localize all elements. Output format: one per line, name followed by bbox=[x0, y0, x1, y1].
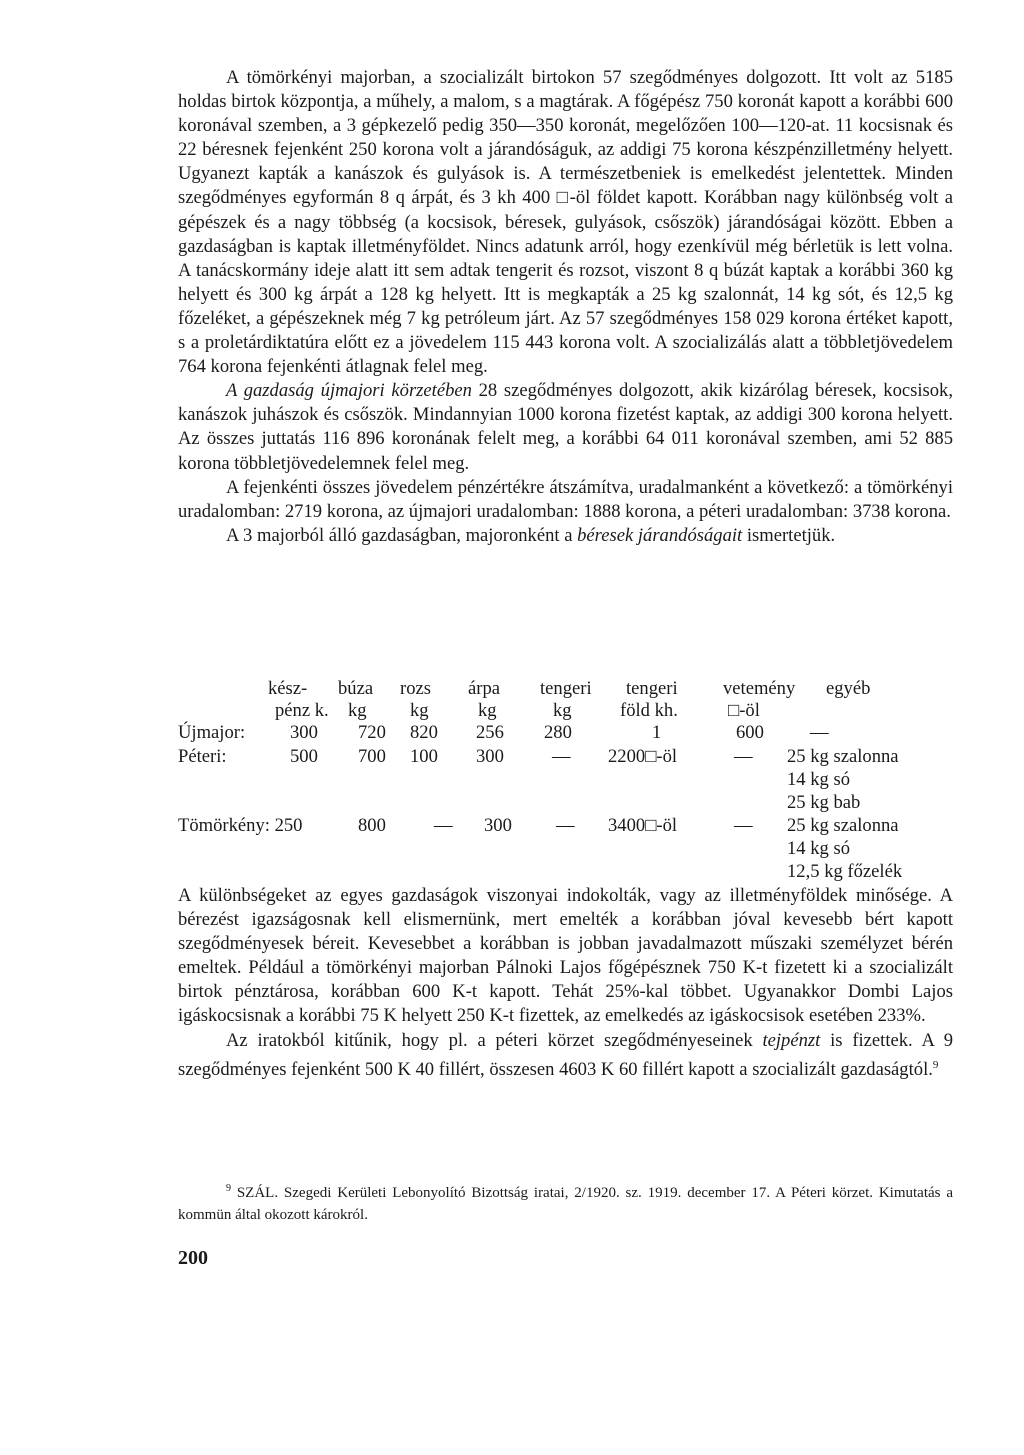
table-header: rozs bbox=[400, 678, 431, 699]
table-cell-extra: 14 kg só bbox=[787, 769, 851, 790]
table-cell: — bbox=[734, 746, 753, 767]
table-row-label: Újmajor: bbox=[178, 722, 246, 743]
table-cell: 700 bbox=[358, 746, 386, 767]
table-header: tengeri bbox=[626, 678, 678, 699]
table-header: vetemény bbox=[723, 678, 796, 699]
table-header: kész- bbox=[268, 678, 308, 699]
table-header: kg bbox=[553, 700, 572, 721]
table-cell: 500 bbox=[290, 746, 318, 767]
table-cell: 800 bbox=[358, 815, 386, 836]
footnote-mark: 9 bbox=[226, 1183, 231, 1194]
table-header: kg bbox=[478, 700, 497, 721]
main-text-continued bbox=[178, 884, 953, 1082]
table-cell: 256 bbox=[476, 722, 504, 743]
table-cell: 25 kg szalonna bbox=[787, 746, 899, 767]
table-cell: 280 bbox=[544, 722, 572, 743]
table-cell: 100 bbox=[410, 746, 438, 767]
main-text bbox=[178, 66, 953, 548]
table-cell-extra: 25 kg bab bbox=[787, 792, 861, 813]
paragraph-milk-money: Az iratokból kitűnik, hogy pl. a péteri körzet szegődményeseinek tejpénzt is fizettek. A 9 szegődményes fejenként 500 K 40 fillért, összesen 4603 K 60 fillért kapott a szocializált gazdaságtól.$^9$ bbox=[178, 1029, 953, 1080]
table-cell: 720 bbox=[358, 722, 386, 743]
table-row-label: Tömörkény: 250 bbox=[178, 815, 303, 836]
table-header: kg bbox=[410, 700, 429, 721]
footnote bbox=[178, 1178, 953, 1226]
table-header: □-öl bbox=[728, 700, 760, 721]
table-header: kg bbox=[348, 700, 367, 721]
page-number: 200 bbox=[178, 1247, 208, 1269]
table-cell: 300 bbox=[484, 815, 512, 836]
paragraph-differences: A különbségeket az egyes gazdaságok viszonyai indokolták, vagy az illetményföldek minősége. A bérezést igazságosnak kell elismernünk, mert emelték a korábban jóval kevesebb bért kapott szegődményesek béreit. Kevesebbet a korábban is jobban javadalmazott műszaki személyzet bérén emeltek. Például a tömörkényi majorban Pálnoki Lajos főgépésznek 750 K-t fizetett ki a szocializált birtok pénztárosa, korábban 600 K-t kapott. Tehát 25%-kal többet. Ugyanakkor Dombi Lajos igáskocsisnak a korábbi 75 K helyett 250 K-t fizettek, az emelkedés az igáskocsisok esetében 233%. bbox=[178, 885, 953, 1027]
table-cell: — bbox=[734, 815, 753, 836]
table-cell: 600 bbox=[736, 722, 764, 743]
table-header: tengeri bbox=[540, 678, 592, 699]
table-cell-extra: 14 kg só bbox=[787, 838, 851, 859]
table-cell-extra: 12,5 kg főzelék bbox=[787, 861, 903, 882]
table-row-label: Péteri: bbox=[178, 746, 227, 767]
table-cell: 3400□-öl bbox=[608, 815, 678, 836]
table-cell: 300 bbox=[290, 722, 318, 743]
table-cell: 300 bbox=[476, 746, 504, 767]
table-cell: — bbox=[556, 815, 575, 836]
table-cell: 820 bbox=[410, 722, 438, 743]
paragraph-tomorkeny: A tömörkényi majorban, a szocializált birtokon 57 szegődményes dolgozott. Itt volt az 5185 holdas birtok központja, a műhely, a malom, s a magtárak. A főgépész 750 koronát kapott a korábbi 600 koronával szemben, a 3 gépkezelő pedig 350—350 koronát, megelőzően 100—120-at. 11 kocsisnak és 22 béresnek fejenként 250 korona volt a járandóságuk, az addigi 75 korona készpénzilletmény helyett. Ugyanezt kapták a kanászok és gulyások is. A természetbeniek is emelkedést jelentettek. Minden szegődményes egyformán 8 q árpát, és 3 kh 400 □-öl földet kapott. Korábban nagy különbség volt a gépészek és a nagy többség (a kocsisok, béresek, gulyások, csőszök) járandóságai között. Ebben a gazdaságban is kaptak illetményföldet. Nincs adatunk arról, hogy ezenkívül még bérletük is lett volna. A tanácskormány ideje alatt itt sem adtak tengerit és rozsot, viszont 8 q búzát kaptak a korábbi 360 kg helyett és 300 kg árpát a 128 kg helyett. Itt is megkapták a 25 kg szalonnát, 14 kg sót, és 12,5 kg főzeléket, a gépészeknek még 7 kg petróleum járt. Az 57 szegődményes 158 029 korona értéket kapott, s a proletárdiktatúra előtt ez a jövedelem 115 443 korona volt. A szocializálás alatt a többletjövedelem 764 korona fejenkénti átlagnak felel meg. bbox=[178, 67, 953, 378]
table-cell: 2200□-öl bbox=[608, 746, 678, 767]
table-header: pénz k. bbox=[275, 700, 329, 721]
table-cell: — bbox=[552, 746, 571, 767]
table-header: egyéb bbox=[826, 678, 871, 699]
italic-phrase: tejpénzt bbox=[762, 1029, 821, 1051]
table-cell: 1 bbox=[652, 722, 662, 743]
table-header: búza bbox=[338, 678, 374, 699]
wage-table bbox=[178, 678, 953, 883]
italic-phrase: béresek járandóságait bbox=[577, 524, 743, 546]
paragraph-table-intro: A 3 majorból álló gazdaságban, majoronként a béresek járandóságait ismertetjük. bbox=[226, 524, 836, 546]
footnote-text: SZÁL. Szegedi Kerületi Lebonyolító Bizottság iratai, 2/1920. sz. 1919. december 17. A Péteri körzet. Kimutatás a kommün által okozott károkról. bbox=[178, 1185, 953, 1223]
footnote-ref: 9 bbox=[932, 1058, 939, 1071]
table-cell: 25 kg szalonna bbox=[787, 815, 899, 836]
table-header: árpa bbox=[468, 678, 500, 699]
table-cell: — bbox=[434, 815, 453, 836]
italic-phrase: A gazdaság újmajori körzetében bbox=[226, 380, 472, 402]
table-header: föld kh. bbox=[620, 700, 678, 721]
paragraph-ujmajor: A gazdaság újmajori körzetében 28 szegődményes dolgozott, akik kizárólag béresek, kocsisok, kanászok juhászok és csőszök. Mindannyian 1000 korona fizetést kaptak, az addigi 300 korona helyett. Az összes juttatás 116 896 koronának felelt meg, a korábbi 64 011 koronával szemben, ami 52 885 korona többletjövedelemnek felel meg. bbox=[178, 380, 953, 474]
table-cell: — bbox=[810, 722, 829, 743]
paragraph-income-summary: A fejenkénti összes jövedelem pénzértékre átszámítva, uradalmanként a következő: a tömörkényi uradalomban: 2719 korona, az újmajori uradalomban: 1888 korona, a péteri uradalomban: 3738 korona. bbox=[178, 476, 953, 522]
